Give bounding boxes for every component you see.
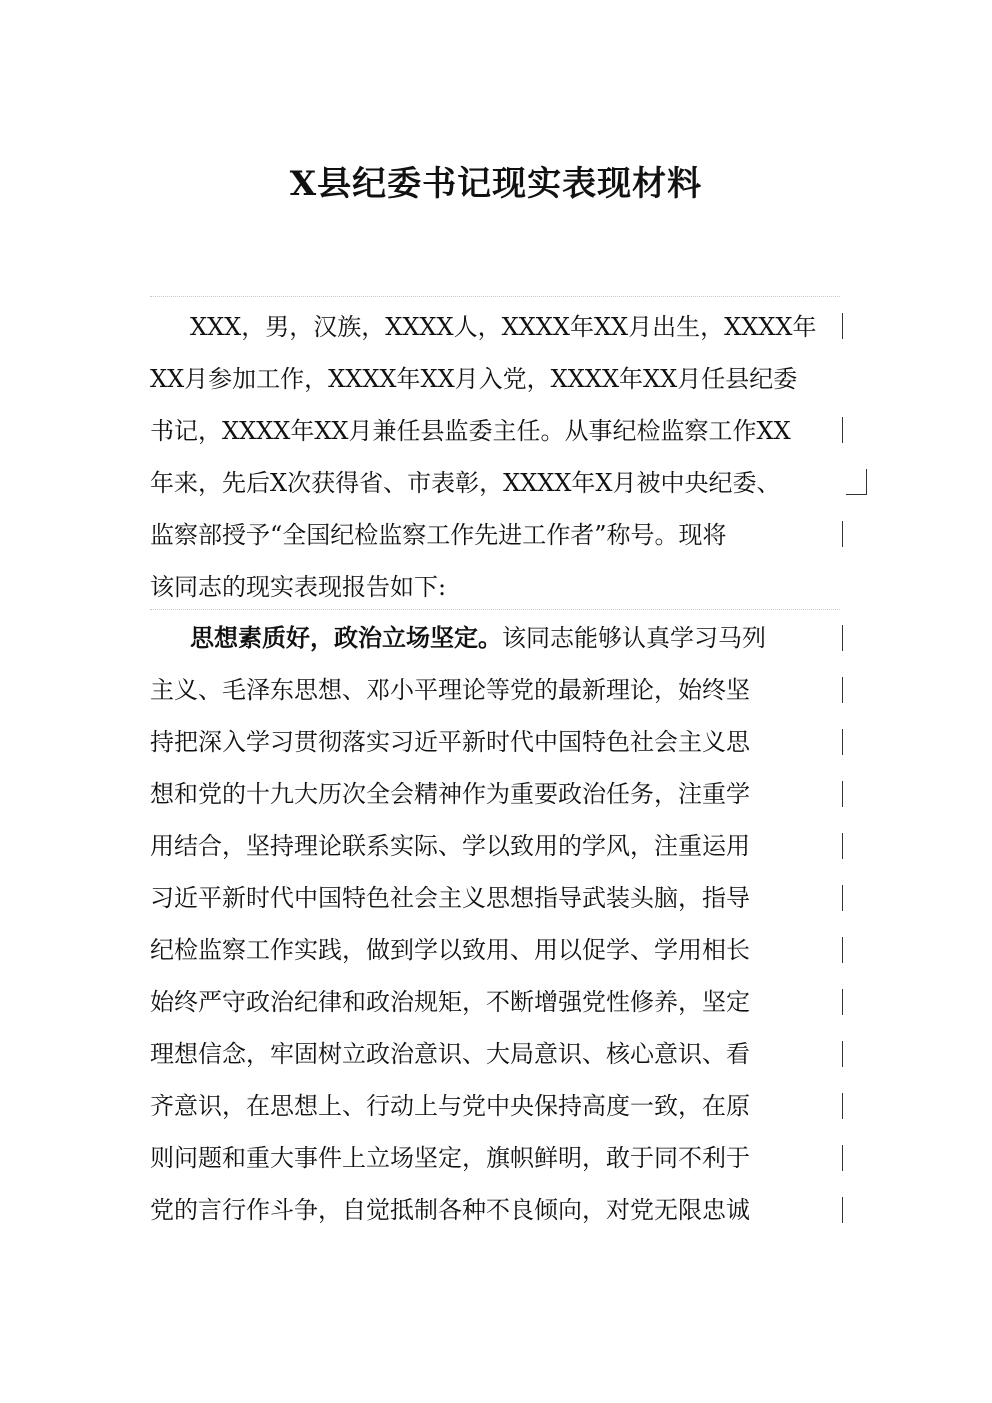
intro-line-3: 书记，XXXX年XX月兼任县监委主任。从事纪检监察工作XX	[150, 417, 791, 445]
margin-mark	[842, 989, 843, 1015]
intro-line-6: 该同志的现实表现报告如下:	[150, 573, 447, 601]
intro-line-1: XXX，男，汉族，XXXX人，XXXX年XX月出生，XXXX年	[190, 313, 817, 341]
intro-line-4: 年来，先后X次获得省、市表彰，XXXX年X月被中央纪委、	[150, 469, 781, 497]
margin-mark	[842, 1197, 843, 1223]
body-line: 齐意识，在思想上、行动上与党中央保持高度一致，在原	[150, 1092, 750, 1120]
margin-mark	[842, 1145, 843, 1171]
body-line: 理想信念，牢固树立政治意识、大局意识、核心意识、看	[150, 1040, 750, 1068]
body-line: 想和党的十九大历次全会精神作为重要政治任务，注重学	[150, 780, 750, 808]
margin-mark	[842, 521, 843, 547]
section-1-first-line	[190, 612, 766, 664]
margin-mark	[842, 1041, 843, 1067]
margin-mark	[842, 313, 843, 339]
margin-mark	[866, 469, 867, 495]
body-line: 纪检监察工作实践，做到学以致用、用以促学、学用相长	[150, 936, 750, 964]
margin-mark	[842, 417, 843, 443]
margin-mark	[842, 729, 843, 755]
margin-mark	[842, 885, 843, 911]
body-line: 始终严守政治纪律和政治规矩，不断增强党性修养，坚定	[150, 988, 750, 1016]
section-1-heading: 思想素质好，政治立场坚定。	[190, 623, 502, 652]
margin-mark	[842, 833, 843, 859]
margin-mark	[842, 781, 843, 807]
body-line: 习近平新时代中国特色社会主义思想指导武装头脑，指导	[150, 884, 750, 912]
document-title: X县纪委书记现实表现材料	[289, 164, 703, 204]
body-line: 则问题和重大事件上立场坚定，旗帜鲜明，敢于同不利于	[150, 1144, 750, 1172]
margin-mark	[842, 625, 843, 651]
intro-line-5: 监察部授予“全国纪检监察工作先进工作者”称号。现将	[150, 521, 727, 549]
margin-mark	[842, 677, 843, 703]
body-line: 持把深入学习贯彻落实习近平新时代中国特色社会主义思	[150, 728, 750, 756]
intro-line-2: XX月参加工作，XXXX年XX月入党，XXXX年XX月任县纪委	[150, 365, 798, 393]
intro-paragraph	[150, 296, 840, 610]
section-1-first-line-text: 该同志能够认真学习马列	[502, 624, 766, 652]
margin-mark	[846, 494, 866, 495]
body-line: 主义、毛泽东思想、邓小平理论等党的最新理论，始终坚	[150, 676, 750, 704]
margin-mark	[842, 1093, 843, 1119]
body-line: 用结合，坚持理论联系实际、学以致用的学风，注重运用	[150, 832, 750, 860]
margin-mark	[842, 937, 843, 963]
section-1-paragraph	[150, 612, 840, 1252]
body-line: 党的言行作斗争，自觉抵制各种不良倾向，对党无限忠诚	[150, 1196, 750, 1224]
